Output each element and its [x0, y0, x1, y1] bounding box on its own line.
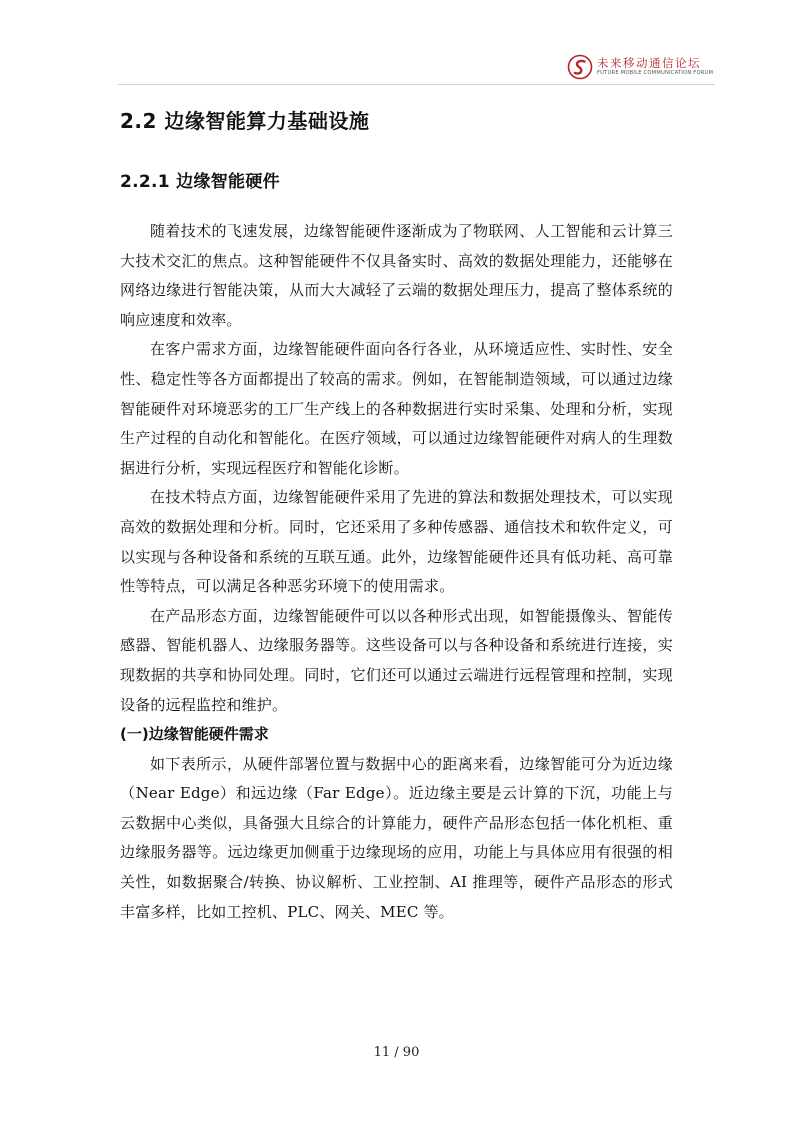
paragraph: 在产品形态方面，边缘智能硬件可以以各种形式出现，如智能摄像头、智能传感器、智能机器人、边缘服务器等。这些设备可以与各种设备和系统进行连接，实现数据的共享和协同处理。同时，它们还可以通过云端进行远程管理和控制，实现设备的远程监控和维护。 — [120, 606, 673, 714]
paragraph: 如下表所示，从硬件部署位置与数据中心的距离来看，边缘智能可分为近边缘（Near Edge）和远边缘（Far Edge）。近边缘主要是云计算的下沉，功能上与云数据中心类似，具备强大且综合的计算能力，硬件产品形态包括一体化机柜、重边缘服务器等。远边缘更加侧重于边缘现场的应用，功能上与具体应用有很强的相关性，如数据聚合/转换、协议解析、工业控制、AI 推理等，硬件产品形态的形式丰富多样，比如工控机、PLC、网关、MEC 等。 — [120, 754, 673, 921]
forum-logo-icon — [567, 54, 593, 80]
body-text — [120, 217, 673, 927]
paragraph: 在技术特点方面，边缘智能硬件采用了先进的算法和数据处理技术，可以实现高效的数据处理和分析。同时，它还采用了多种传感器、通信技术和软件定义，可以实现与各种设备和系统的互联互通。此外，边缘智能硬件还具有低功耗、高可靠性等特点，可以满足各种恶劣环境下的使用需求。 — [120, 488, 673, 596]
page-number: 11 / 90 — [373, 1045, 420, 1060]
paragraph: 随着技术的飞速发展，边缘智能硬件逐渐成为了物联网、人工智能和云计算三大技术交汇的焦点。这种智能硬件不仅具备实时、高效的数据处理能力，还能够在网络边缘进行智能决策，从而大大减轻了云端的数据处理压力，提高了整体系统的响应速度和效率。 — [120, 222, 673, 329]
subsection-heading: 2.2.1 边缘智能硬件 — [120, 172, 280, 192]
logo-chinese-text: 未来移动通信论坛 — [597, 56, 701, 70]
paragraph: 在客户需求方面，边缘智能硬件面向各行各业，从环境适应性、实时性、安全性、稳定性等各方面都提出了较高的需求。例如，在智能制造领域，可以通过边缘智能硬件对环境恶劣的工厂生产线上的各种数据进行实时采集、处理和分析，实现生产过程的自动化和智能化。在医疗领域，可以通过边缘智能硬件对病人的生理数据进行分析，实现远程医疗和智能化诊断。 — [120, 340, 673, 477]
logo-english-text: FUTURE MOBILE COMMUNICATION FORUM — [597, 70, 714, 76]
section-heading: 2.2 边缘智能算力基础设施 — [120, 109, 370, 133]
hardware-requirements-heading: (一)边缘智能硬件需求 — [120, 725, 269, 744]
header-divider — [118, 84, 715, 85]
header-logo — [567, 52, 717, 82]
